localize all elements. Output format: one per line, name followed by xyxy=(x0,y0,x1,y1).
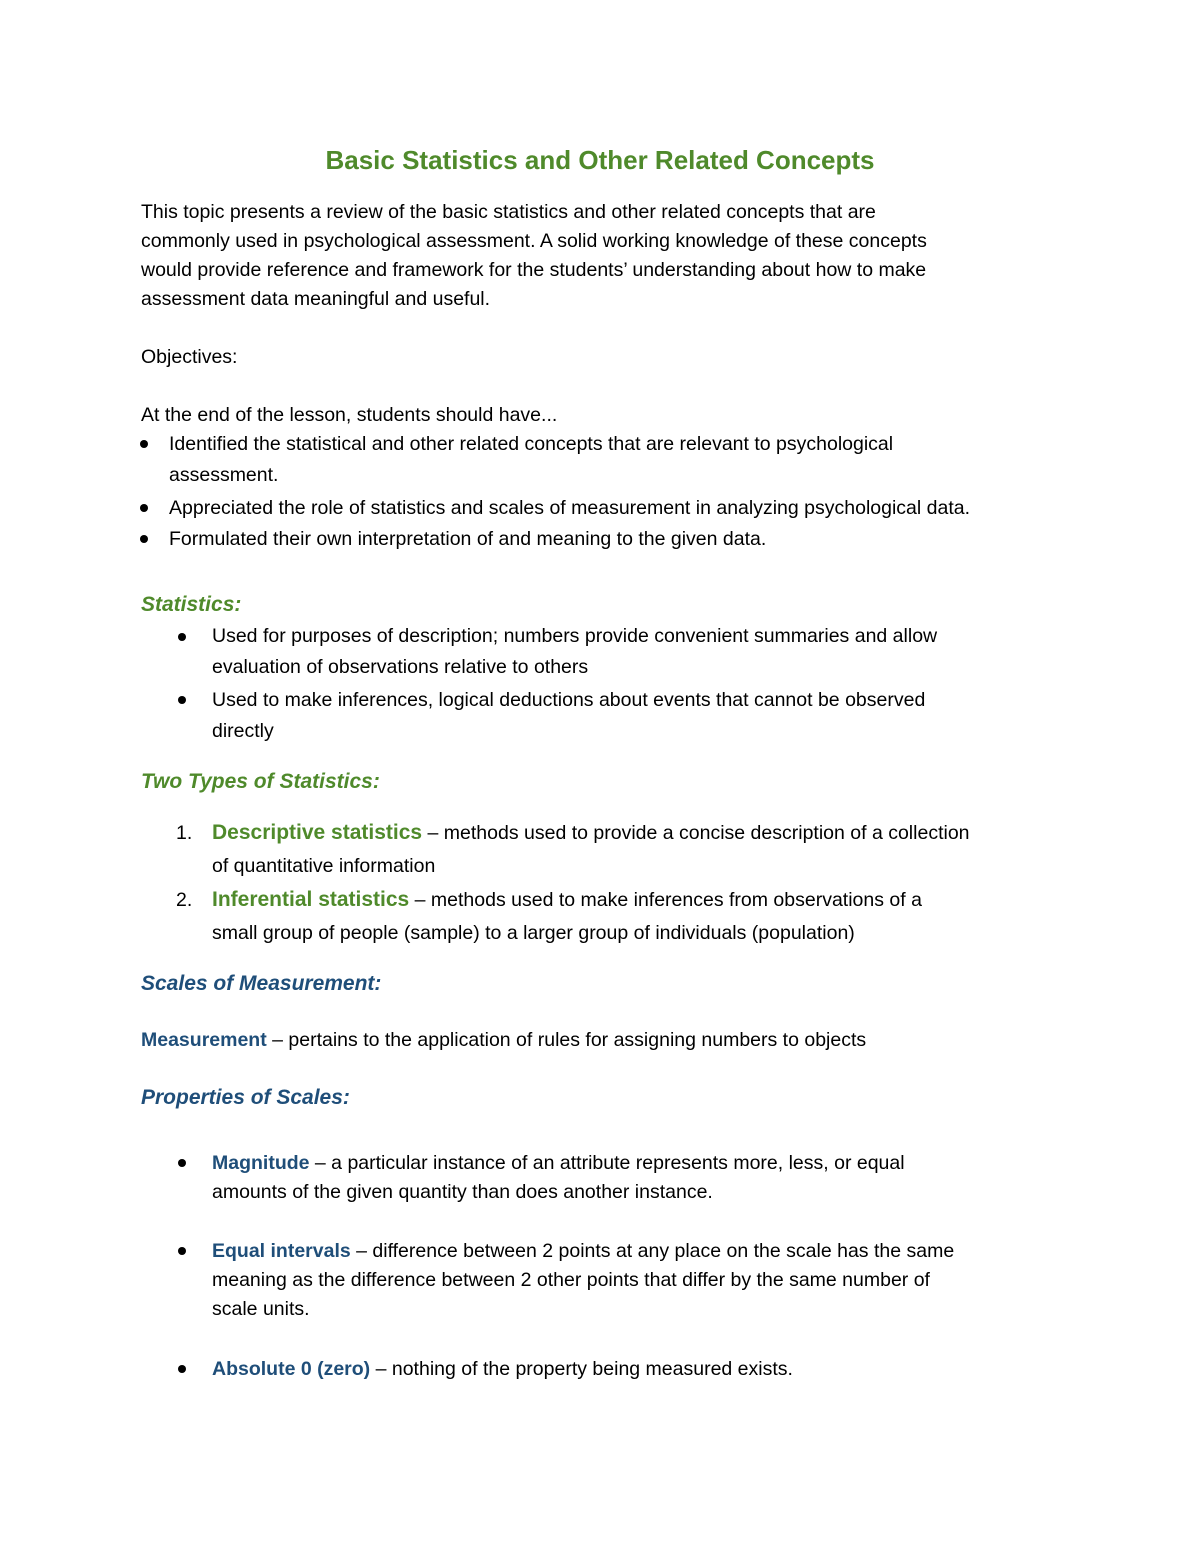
types-item-cont: of quantitative information xyxy=(212,855,436,877)
property-text: – nothing of the property being measured exists. xyxy=(370,1358,793,1380)
bullet-icon xyxy=(178,1159,186,1167)
property-item xyxy=(212,1355,793,1384)
property-item xyxy=(212,1237,954,1266)
property-item-cont: scale units. xyxy=(212,1298,310,1320)
measurement-definition xyxy=(141,1026,866,1055)
term-equal-intervals: Equal intervals xyxy=(212,1240,351,1262)
bullet-icon xyxy=(178,696,186,704)
term-absolute-zero: Absolute 0 (zero) xyxy=(212,1358,371,1380)
bullet-icon xyxy=(178,1247,186,1255)
properties-heading: Properties of Scales: xyxy=(141,1086,350,1109)
bullet-icon xyxy=(140,504,148,512)
page-title: Basic Statistics and Other Related Concepts xyxy=(325,145,875,175)
property-text: – difference between 2 points at any place on the scale has the same xyxy=(350,1240,955,1262)
bullet-icon xyxy=(178,633,186,641)
types-heading: Two Types of Statistics: xyxy=(141,770,380,793)
types-item-cont: small group of people (sample) to a larger group of individuals (population) xyxy=(212,922,855,944)
definition-text: – pertains to the application of rules for assigning numbers to objects xyxy=(266,1029,867,1051)
property-item-cont: amounts of the given quantity than does another instance. xyxy=(212,1181,713,1203)
objective-item: Identified the statistical and other related concepts that are relevant to psychological xyxy=(169,433,894,455)
statistics-item: Used for purposes of description; numbers provide convenient summaries and allow xyxy=(212,625,938,647)
statistics-item-cont: evaluation of observations relative to others xyxy=(212,656,589,678)
types-item xyxy=(212,818,970,848)
types-item xyxy=(212,885,922,915)
term-measurement: Measurement xyxy=(141,1029,267,1051)
list-number: 2. xyxy=(176,889,193,911)
property-text: – a particular instance of an attribute represents more, less, or equal xyxy=(309,1152,905,1174)
intro-line: assessment data meaningful and useful. xyxy=(141,288,491,310)
intro-line: This topic presents a review of the basic statistics and other related concepts that are xyxy=(141,201,876,223)
term-magnitude: Magnitude xyxy=(212,1152,310,1174)
list-number: 1. xyxy=(176,822,193,844)
objective-item-cont: assessment. xyxy=(169,464,279,486)
property-item-cont: meaning as the difference between 2 other points that differ by the same number of xyxy=(212,1269,930,1291)
term-inferential: Inferential statistics xyxy=(212,888,410,911)
objective-item: Formulated their own interpretation of and meaning to the given data. xyxy=(169,528,767,550)
intro-line: commonly used in psychological assessment. A solid working knowledge of these concepts xyxy=(141,230,927,252)
objective-item: Appreciated the role of statistics and scales of measurement in analyzing psychological data. xyxy=(169,497,971,519)
bullet-icon xyxy=(140,535,148,543)
intro-line: would provide reference and framework for the students’ understanding about how to make xyxy=(141,259,927,281)
statistics-item-cont: directly xyxy=(212,720,274,742)
scales-heading: Scales of Measurement: xyxy=(141,972,382,995)
types-item-text: – methods used to make inferences from observations of a xyxy=(409,889,922,911)
property-item xyxy=(212,1149,905,1178)
statistics-item: Used to make inferences, logical deductions about events that cannot be observed xyxy=(212,689,926,711)
bullet-icon xyxy=(140,440,148,448)
objectives-lead: At the end of the lesson, students should have... xyxy=(141,404,558,426)
types-item-text: – methods used to provide a concise description of a collection xyxy=(422,822,970,844)
statistics-heading: Statistics: xyxy=(141,593,242,616)
bullet-icon xyxy=(178,1365,186,1373)
objectives-label: Objectives: xyxy=(141,346,238,368)
term-descriptive: Descriptive statistics xyxy=(212,821,423,844)
